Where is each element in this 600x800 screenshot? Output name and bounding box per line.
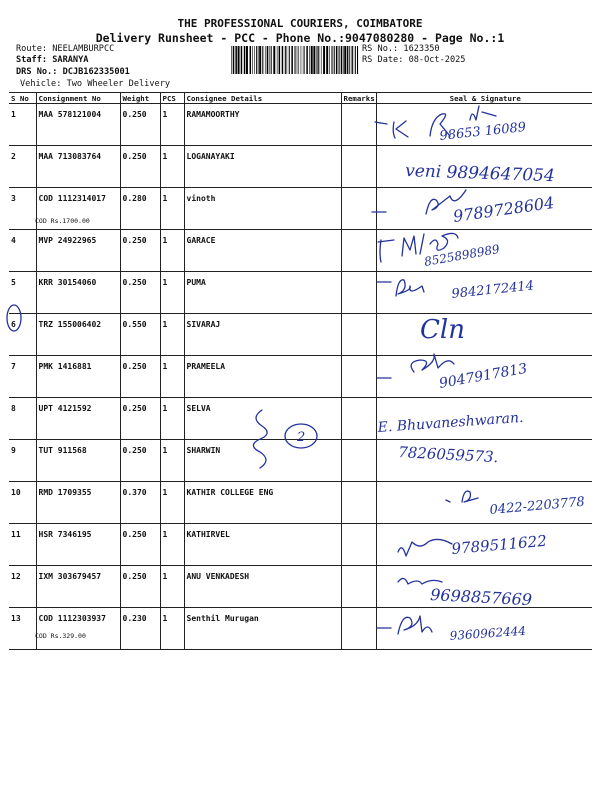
- col-pcs: PCS: [160, 93, 184, 104]
- row-consignment: COD 1112303937: [36, 608, 120, 650]
- row-weight: 0.280: [120, 188, 160, 230]
- barcode-bar: [332, 46, 333, 74]
- barcode-bar: [297, 46, 298, 74]
- table-row: [9, 146, 592, 188]
- hand-phone-13: 9360962444: [449, 623, 527, 643]
- barcode-bar: [291, 46, 293, 74]
- row-consignee: KATHIR COLLEGE ENG: [184, 482, 341, 524]
- row-sno: 8: [9, 398, 36, 440]
- barcode-bar: [301, 46, 302, 74]
- table-row: [9, 608, 592, 650]
- barcode-bar: [347, 46, 348, 74]
- row-signature: [376, 566, 592, 608]
- row-signature: [376, 104, 592, 146]
- hand-phone-11: 9789511622: [450, 531, 548, 558]
- row-consignee: Senthil Murugan: [184, 608, 341, 650]
- row-pcs: 1: [160, 398, 184, 440]
- row-signature: [376, 188, 592, 230]
- hand-phone-9: 7826059573.: [397, 443, 499, 467]
- barcode-bar: [336, 46, 338, 74]
- barcode-bar: [273, 46, 275, 74]
- barcode-bar: [311, 46, 313, 74]
- row-sno: 7: [9, 356, 36, 398]
- col-sno: S No: [9, 93, 36, 104]
- row-weight: 0.250: [120, 566, 160, 608]
- barcode-bar: [262, 46, 263, 74]
- row-remarks: [341, 524, 376, 566]
- table-header: [9, 93, 592, 104]
- row-consignee: PRAMEELA: [184, 356, 341, 398]
- row-signature: [376, 608, 592, 650]
- col-weight: Weight: [120, 93, 160, 104]
- barcode-bar: [298, 46, 299, 74]
- row-signature: [376, 146, 592, 188]
- hand-phone-2: veni 9894647054: [404, 161, 556, 187]
- row-consignment: IXM 303679457: [36, 566, 120, 608]
- barcode-bar: [323, 46, 325, 74]
- row-remarks: [341, 230, 376, 272]
- row-consignment: MAA 578121004: [36, 104, 120, 146]
- col-signature: Seal & Signature: [376, 93, 592, 104]
- row-weight: 0.550: [120, 314, 160, 356]
- rs-date: RS Date: 08-Oct-2025: [362, 55, 466, 65]
- vehicle-line: Vehicle: Two Wheeler Delivery: [20, 79, 171, 89]
- row-sno: 11: [9, 524, 36, 566]
- col-consignee: Consignee Details: [184, 93, 341, 104]
- row-remarks: [341, 398, 376, 440]
- row-weight: 0.370: [120, 482, 160, 524]
- staff-line: [16, 55, 88, 66]
- row-signature: [376, 356, 592, 398]
- barcode-bar: [318, 46, 319, 74]
- barcode-bar: [326, 46, 328, 74]
- barcode-bar: [341, 46, 343, 74]
- table-row: [9, 272, 592, 314]
- row-sno: 13: [9, 608, 36, 650]
- barcode-bar: [351, 46, 352, 74]
- barcode-bar: [244, 46, 246, 74]
- row-consignment: TRZ 155006402: [36, 314, 120, 356]
- barcode-bar: [289, 46, 290, 74]
- row-remarks: [341, 146, 376, 188]
- row-remarks: [341, 608, 376, 650]
- row-consignment: PMK 1416881: [36, 356, 120, 398]
- row-consignment: TUT 911568: [36, 440, 120, 482]
- row-consignment: MAA 713083764: [36, 146, 120, 188]
- barcode-bar: [349, 46, 350, 74]
- row-remarks: [341, 482, 376, 524]
- row-sno: 5: [9, 272, 36, 314]
- row-weight: 0.230: [120, 608, 160, 650]
- barcode-bar: [233, 46, 235, 74]
- row-remarks: [341, 566, 376, 608]
- cod-amount: COD Rs.329.00: [35, 632, 86, 640]
- hand-phone-1: 98653 16089: [438, 119, 527, 144]
- row-weight: 0.250: [120, 146, 160, 188]
- table-row: [9, 230, 592, 272]
- barcode-bar: [317, 46, 318, 74]
- row-weight: 0.250: [120, 398, 160, 440]
- document-title: THE PROFESSIONAL COURIERS, COIMBATORE: [177, 17, 423, 30]
- hand-name-8: E. Bhuvaneshwaran.: [377, 409, 524, 436]
- hand-phone-3: 9789728604: [451, 192, 556, 226]
- row-pcs: 1: [160, 188, 184, 230]
- barcode-bar: [295, 46, 296, 74]
- row-remarks: [341, 356, 376, 398]
- barcode-bar: [303, 46, 304, 74]
- row-consignee: SELVA: [184, 398, 341, 440]
- table-row: [9, 440, 592, 482]
- barcode-bar: [355, 46, 356, 74]
- row-pcs: 1: [160, 104, 184, 146]
- row-consignment: MVP 24922965: [36, 230, 120, 272]
- cod-amount: COD Rs.1700.00: [35, 217, 90, 225]
- barcode-bar: [256, 46, 257, 74]
- hand-phone-10: 0422-2203778: [489, 494, 586, 518]
- row-pcs: 1: [160, 146, 184, 188]
- row-consignment: KRR 30154060: [36, 272, 120, 314]
- row-consignee: SHARWIN: [184, 440, 341, 482]
- row-weight: 0.250: [120, 272, 160, 314]
- barcode-bar: [252, 46, 253, 74]
- rs-number: RS No.: 1623350: [362, 44, 440, 54]
- hand-count-9: 2: [297, 430, 306, 445]
- barcode-bar: [254, 46, 255, 74]
- row-pcs: 1: [160, 566, 184, 608]
- drs-value: DCJB162335001: [62, 67, 130, 77]
- barcode-bar: [265, 46, 266, 74]
- barcode-bar: [304, 46, 305, 74]
- row-consignee: KATHIRVEL: [184, 524, 341, 566]
- row-remarks: [341, 440, 376, 482]
- row-sno: 6: [9, 314, 36, 356]
- row-pcs: 1: [160, 272, 184, 314]
- row-consignee: GARACE: [184, 230, 341, 272]
- barcode-bar: [241, 46, 243, 74]
- barcode-bar: [250, 46, 252, 74]
- barcode-bar: [343, 46, 344, 74]
- hand-phone-12: 9698857669: [429, 585, 533, 610]
- col-remarks: Remarks: [341, 93, 376, 104]
- row-sno: 9: [9, 440, 36, 482]
- barcode-bar: [339, 46, 340, 74]
- row-pcs: 1: [160, 440, 184, 482]
- row-sno: 1: [9, 104, 36, 146]
- barcode-bar: [282, 46, 284, 74]
- row-remarks: [341, 314, 376, 356]
- barcode-bar: [321, 46, 322, 74]
- barcode-bar: [306, 46, 308, 74]
- row-signature: [376, 482, 592, 524]
- row-consignment: HSR 7346195: [36, 524, 120, 566]
- row-consignee: RAMAMOORTHY: [184, 104, 341, 146]
- col-consignment: Consignment No: [36, 93, 120, 104]
- hand-phone-5: 9842172414: [450, 278, 535, 302]
- barcode-bar: [344, 46, 346, 74]
- barcode-bar: [334, 46, 335, 74]
- row-remarks: [341, 272, 376, 314]
- barcode-bar: [329, 46, 330, 74]
- barcode-bar: [279, 46, 281, 74]
- row-sno: 10: [9, 482, 36, 524]
- row-signature: [376, 230, 592, 272]
- row-signature: [376, 314, 592, 356]
- document-subtitle: Delivery Runsheet - PCC - Phone No.:9047080280 - Page No.:1: [95, 31, 505, 45]
- row-weight: 0.250: [120, 356, 160, 398]
- row-pcs: 1: [160, 524, 184, 566]
- row-consignment: UPT 4121592: [36, 398, 120, 440]
- row-signature: [376, 272, 592, 314]
- table-row: [9, 482, 592, 524]
- barcode-bar: [231, 46, 232, 74]
- row-remarks: [341, 104, 376, 146]
- row-weight: 0.250: [120, 230, 160, 272]
- barcode-bar: [238, 46, 240, 74]
- row-consignment: RMD 1709355: [36, 482, 120, 524]
- hand-phone-4: 8525898989: [423, 241, 501, 269]
- row-weight: 0.250: [120, 104, 160, 146]
- drs-label: DRS No.:: [16, 67, 58, 77]
- barcode-bar: [269, 46, 270, 74]
- hand-initials-6: Cln: [420, 315, 465, 345]
- row-sno: 2: [9, 146, 36, 188]
- table-row: [9, 566, 592, 608]
- row-pcs: 1: [160, 608, 184, 650]
- barcode-bar: [285, 46, 286, 74]
- row-remarks: [341, 188, 376, 230]
- row-consignee: PUMA: [184, 272, 341, 314]
- row-sno: 3: [9, 188, 36, 230]
- staff-label: Staff:: [16, 55, 48, 65]
- barcode-bar: [287, 46, 288, 74]
- barcode-bar: [277, 46, 278, 74]
- barcode-bar: [259, 46, 261, 74]
- table-row: [9, 356, 592, 398]
- barcode-bar: [258, 46, 259, 74]
- table-row: [9, 398, 592, 440]
- staff-value: SARANYA: [52, 55, 89, 65]
- row-signature: [376, 398, 592, 440]
- row-consignment: COD 1112314017: [36, 188, 120, 230]
- table-row: [9, 188, 592, 230]
- row-signature: [376, 440, 592, 482]
- row-consignee: LOGANAYAKI: [184, 146, 341, 188]
- row-pcs: 1: [160, 314, 184, 356]
- row-sno: 12: [9, 566, 36, 608]
- barcode-bar: [271, 46, 272, 74]
- row-weight: 0.250: [120, 524, 160, 566]
- row-pcs: 1: [160, 230, 184, 272]
- barcode: [230, 46, 360, 74]
- row-weight: 0.250: [120, 440, 160, 482]
- row-consignee: SIVARAJ: [184, 314, 341, 356]
- row-pcs: 1: [160, 482, 184, 524]
- barcode-bar: [313, 46, 315, 74]
- row-consignee: vinoth: [184, 188, 341, 230]
- row-pcs: 1: [160, 356, 184, 398]
- row-consignee: ANU VENKADESH: [184, 566, 341, 608]
- row-sno: 4: [9, 230, 36, 272]
- barcode-bar: [357, 46, 358, 74]
- barcode-bar: [309, 46, 310, 74]
- table-row: [9, 524, 592, 566]
- barcode-bar: [352, 46, 353, 74]
- table-row: [9, 104, 592, 146]
- barcode-bar: [267, 46, 269, 74]
- table-row: [9, 314, 592, 356]
- runsheet-table: [9, 92, 592, 650]
- barcode-bar: [246, 46, 248, 74]
- drs-line: [16, 67, 130, 78]
- hand-phone-7: 9047917813: [437, 360, 529, 392]
- row-signature: [376, 524, 592, 566]
- barcode-bar: [235, 46, 237, 74]
- route-line: Route: NEELAMBURPCC: [16, 44, 115, 54]
